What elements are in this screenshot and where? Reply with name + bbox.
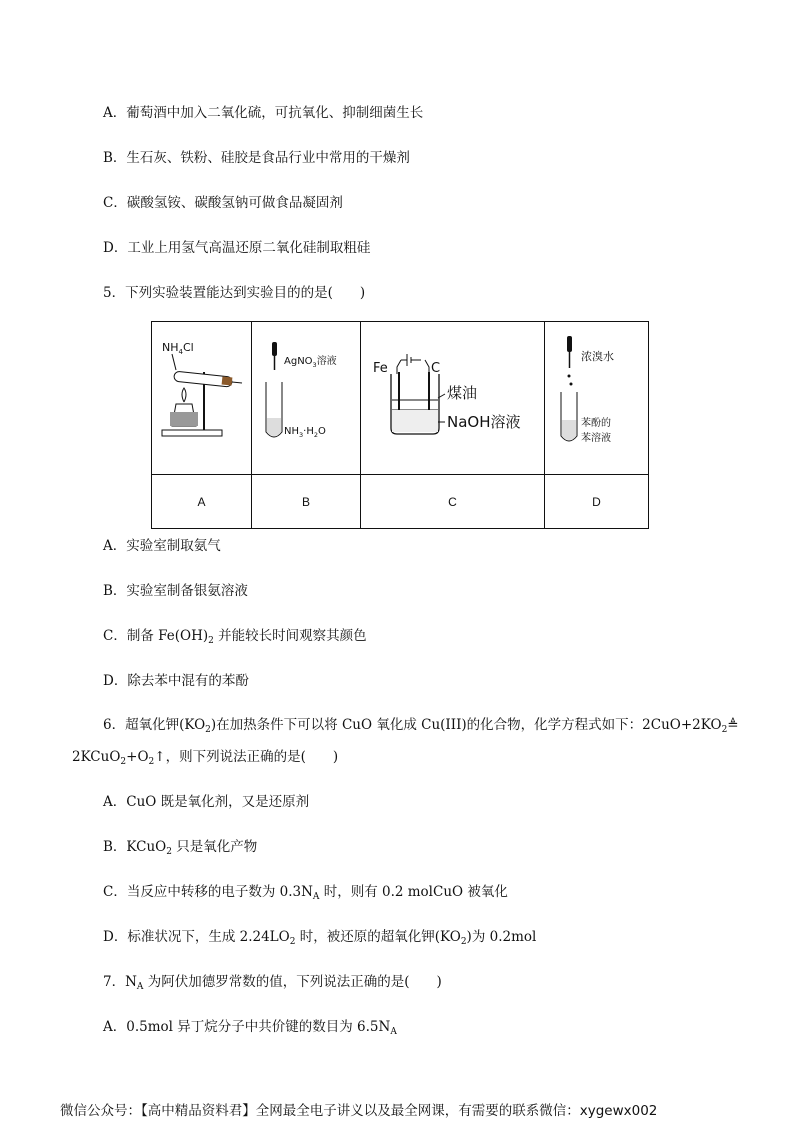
svg-text:NH3·H2O: $NH_3\cdot H_2O$: [284, 426, 326, 439]
q7-option-a: A．0.5mol 异丁烷分子中共价键的数目为 $6.5N_A$: [103, 1019, 397, 1037]
apparatus-c: [361, 322, 545, 475]
apparatus-label-d: D: [545, 475, 649, 529]
q4-option-c: C．碳酸氢铵、碳酸氢钠可做食品凝固剂: [103, 195, 343, 211]
svg-text:NH4Cl: $NH_4Cl$: [162, 341, 194, 356]
q4-option-b: B．生石灰、铁粉、硅胶是食品行业中常用的干燥剂: [103, 150, 410, 166]
svg-text:苯溶液: 苯溶液: [581, 433, 611, 444]
q6-stem-line2: $2KCuO_2+O_2↑$，则下列说法正确的是( ): [72, 749, 339, 767]
apparatus-d: [545, 322, 649, 475]
phenol-removal-apparatus-image: [545, 322, 648, 470]
svg-text:Fe: Fe: [373, 361, 388, 376]
q5-option-a: A．实验室制取氨气: [103, 538, 221, 554]
ferrous-hydroxide-electrolysis-image: [361, 322, 544, 470]
svg-text:AgNO3溶液: AgNO$_3$溶液: [284, 356, 337, 369]
q6-stem-line1: 6．超氧化钾$(KO_2)$在加热条件下可以将 CuO 氧化成 Cu(III)的化合物，化学方程式如下：$2CuO+2KO_2≜$: [103, 717, 739, 735]
svg-text:NaOH溶液: NaOH溶液: [447, 413, 521, 431]
apparatus-b: [252, 322, 361, 475]
q5-option-b: B．实验室制备银氨溶液: [103, 583, 248, 599]
apparatus-label-c: C: [361, 475, 545, 529]
ammonia-generation-apparatus-image: [152, 322, 251, 470]
q6-option-c: C．当反应中转移的电子数为 $0.3N_A$ 时，则有 0.2 molCuO 被氧化: [103, 884, 508, 902]
q5-option-d: D．除去苯中混有的苯酚: [103, 673, 249, 689]
apparatus-label-a: A: [152, 475, 252, 529]
silver-ammonia-apparatus-image: [252, 322, 360, 470]
apparatus-label-b: B: [252, 475, 361, 529]
apparatus-a: [152, 322, 252, 475]
q6-option-b: B．KCuO$_2$ 只是氧化产物: [103, 839, 258, 857]
svg-text:苯酚的: 苯酚的: [581, 418, 611, 429]
q6-option-d: D．标准状况下，生成 $2.24LO_2$ 时，被还原的超氧化钾$(KO_2)$为 0.2mol: [103, 929, 537, 947]
svg-text:浓溴水: 浓溴水: [581, 350, 614, 363]
q6-option-a: A．CuO 既是氧化剂，又是还原剂: [103, 794, 310, 810]
q5-stem: 5．下列实验装置能达到实验目的的是( ): [103, 285, 366, 301]
q4-option-d: D．工业上用氢气高温还原二氧化硅制取粗硅: [103, 240, 371, 256]
q4-option-a: A．葡萄酒中加入二氧化硫，可抗氧化、抑制细菌生长: [103, 105, 424, 121]
q5-option-c: C．制备 $Fe(OH)_2$ 并能较长时间观察其颜色: [103, 628, 367, 646]
footer-promo: 微信公众号：【高中精品资料君】全网最全电子讲义以及最全网课，有需要的联系微信：xygewx002: [60, 1103, 658, 1119]
svg-text:煤油: 煤油: [447, 384, 478, 402]
q7-stem: 7．$N_A$ 为阿伏加德罗常数的值，下列说法正确的是( ): [103, 974, 442, 992]
svg-text:C: C: [431, 361, 441, 376]
apparatus-table: [151, 321, 649, 529]
